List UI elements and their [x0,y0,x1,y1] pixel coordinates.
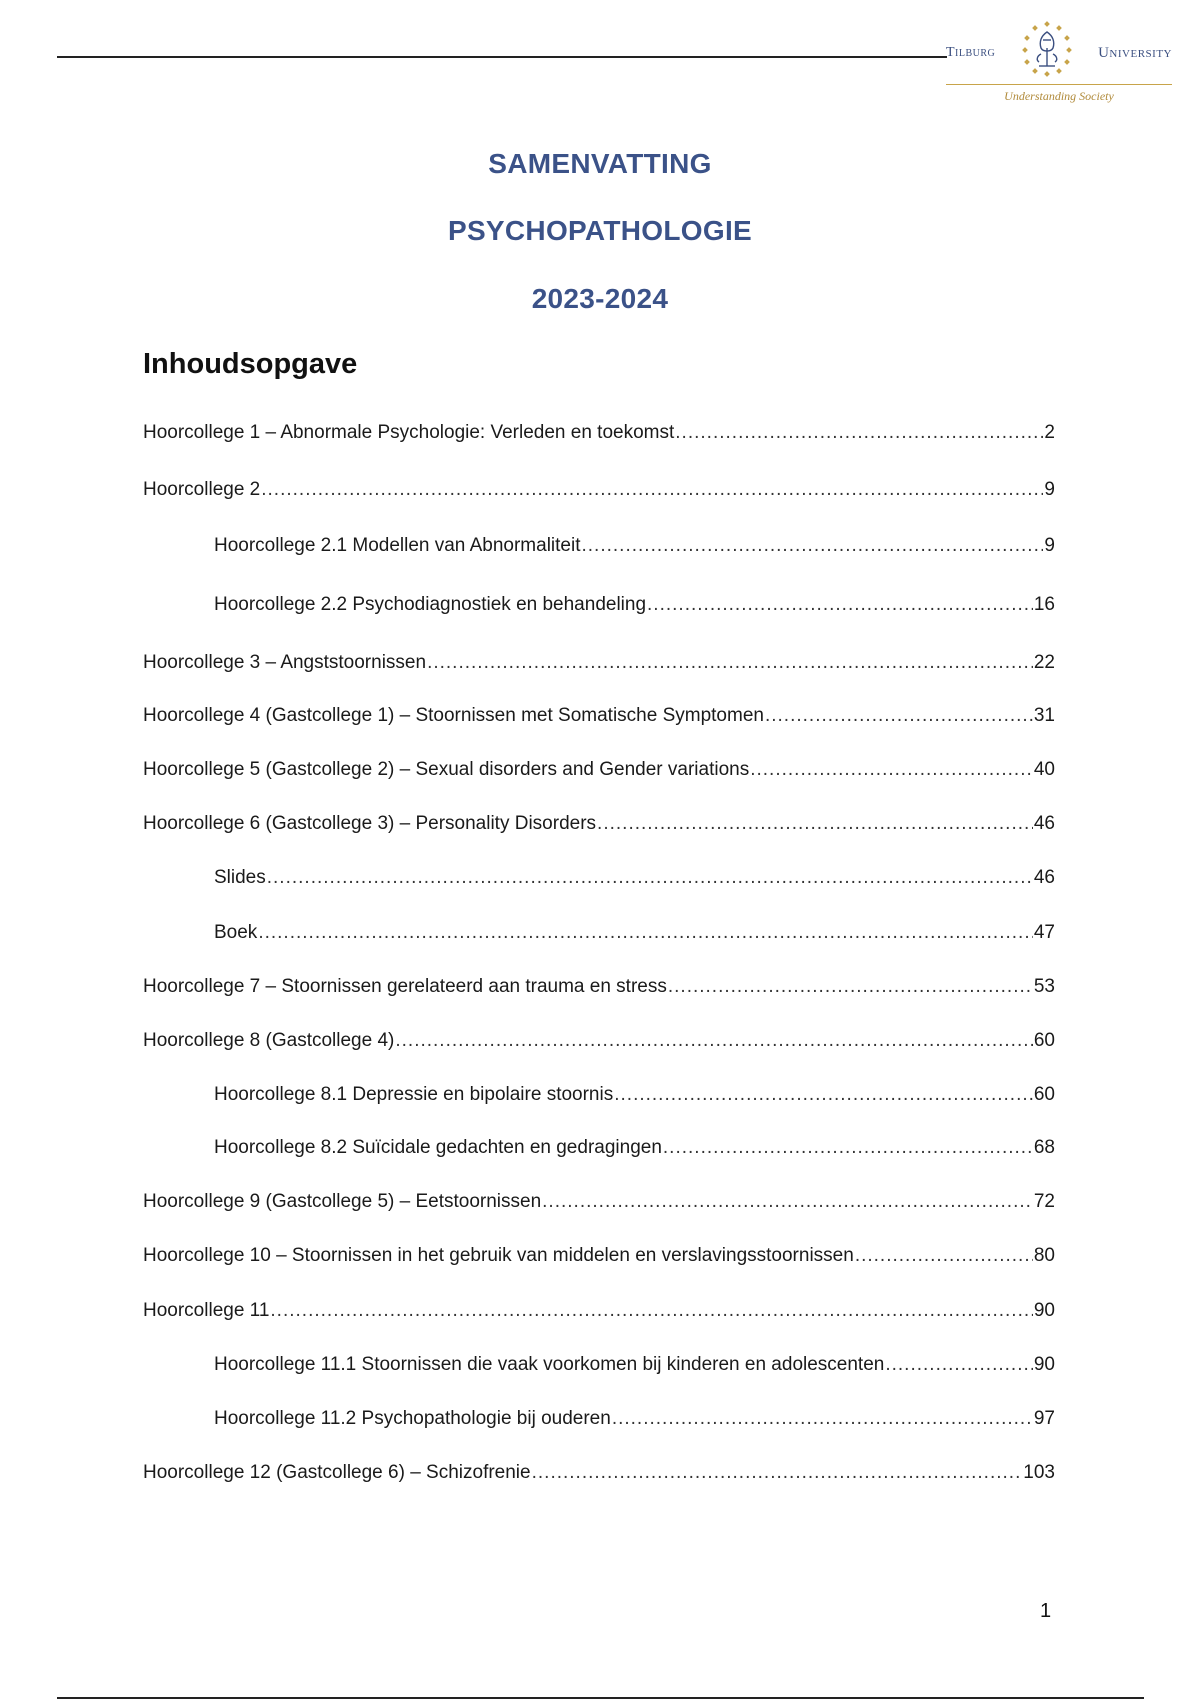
toc-entry-page-number: 80 [1033,1245,1055,1266]
toc-dot-leader [612,1408,1033,1430]
footer-rule [57,1697,1144,1699]
toc-entry-page-number: 97 [1033,1408,1055,1429]
toc-entry[interactable] [143,759,1055,785]
toc-entry-label: Hoorcollege 11.1 Stoornissen die vaak voorkomen bij kinderen en adolescenten [214,1354,885,1375]
logo-divider [946,84,1172,85]
toc-entry[interactable] [143,1462,1055,1488]
toc-entry-label: Hoorcollege 5 (Gastcollege 2) – Sexual disorders and Gender variations [143,759,750,780]
toc-dot-leader [765,705,1033,727]
toc-dot-leader [750,759,1033,781]
toc-entry-page-number: 103 [1023,1462,1055,1483]
toc-dot-leader [267,867,1033,889]
toc-entry[interactable] [214,1408,1055,1434]
toc-dot-leader [395,1030,1033,1052]
toc-entry-label: Boek [214,922,258,943]
toc-entry-page-number: 2 [1044,422,1055,443]
toc-entry-label: Hoorcollege 7 – Stoornissen gerelateerd aan trauma en stress [143,976,667,997]
toc-entry-label: Hoorcollege 6 (Gastcollege 3) – Personality Disorders [143,813,597,834]
toc-entry-page-number: 9 [1044,479,1055,500]
toc-entry-page-number: 31 [1033,705,1055,726]
toc-entry[interactable] [214,535,1055,561]
toc-dot-leader [582,535,1044,557]
toc-dot-leader [532,1462,1023,1484]
toc-entry-page-number: 53 [1033,976,1055,997]
toc-entry-page-number: 9 [1044,535,1055,556]
toc-entry-label: Slides [214,867,266,888]
logo-word-left: Tilburg [946,45,996,60]
toc-entry-label: Hoorcollege 2.1 Modellen van Abnormaliteit [214,535,581,556]
logo-tagline: Understanding Society [1004,89,1114,103]
toc-entry-page-number: 68 [1033,1137,1055,1158]
toc-entry[interactable] [143,813,1055,839]
toc-dot-leader [885,1354,1033,1376]
toc-dot-leader [427,652,1033,674]
university-logo [946,20,1172,110]
toc-entry[interactable] [214,1354,1055,1380]
toc-entry-label: Hoorcollege 10 – Stoornissen in het gebruik van middelen en verslavingsstoornissen [143,1245,854,1266]
toc-dot-leader [647,594,1033,616]
toc-dot-leader [668,976,1033,998]
toc-entry[interactable] [143,976,1055,1002]
toc-entry[interactable] [143,1191,1055,1217]
toc-entry-page-number: 47 [1033,922,1055,943]
document-title-line-1: SAMENVATTING [488,148,712,179]
toc-entry-label: Hoorcollege 12 (Gastcollege 6) – Schizofrenie [143,1462,531,1483]
document-title-line-2: PSYCHOPATHOLOGIE [447,215,752,246]
toc-entry[interactable] [143,1030,1055,1056]
university-emblem-icon [1017,20,1077,78]
page-number: 1 [1040,1600,1052,1622]
toc-dot-leader [261,479,1043,501]
toc-entry-page-number: 72 [1033,1191,1055,1212]
toc-entry-label: Hoorcollege 3 – Angststoornissen [143,652,427,673]
toc-entry[interactable] [143,422,1055,448]
toc-entry-page-number: 22 [1033,652,1055,673]
toc-dot-leader [663,1137,1033,1159]
toc-entry-page-number: 90 [1033,1354,1055,1375]
toc-entry-label: Hoorcollege 8.2 Suïcidale gedachten en gedragingen [214,1137,662,1158]
toc-entry[interactable] [214,867,1055,893]
toc-entry-label: Hoorcollege 2 [143,479,261,500]
logo-wordmark [946,38,1172,68]
logo-word-right: University [1098,44,1172,61]
toc-entry-page-number: 60 [1033,1030,1055,1051]
toc-entry-page-number: 16 [1033,594,1055,615]
toc-entry-page-number: 60 [1033,1084,1055,1105]
toc-entry-label: Hoorcollege 8 (Gastcollege 4) [143,1030,395,1051]
toc-entry-label: Hoorcollege 2.2 Psychodiagnostiek en behandeling [214,594,647,615]
toc-entry-label: Hoorcollege 11 [143,1300,270,1321]
toc-entry-label: Hoorcollege 11.2 Psychopathologie bij ouderen [214,1408,611,1429]
toc-entry[interactable] [143,479,1055,505]
toc-entry-page-number: 90 [1033,1300,1055,1321]
document-title-line-3: 2023-2024 [531,283,669,314]
toc-entry[interactable] [214,1137,1055,1163]
toc-entry-label: Hoorcollege 9 (Gastcollege 5) – Eetstoornissen [143,1191,542,1212]
toc-dot-leader [258,922,1033,944]
toc-dot-leader [855,1245,1033,1267]
toc-entry-page-number: 40 [1033,759,1055,780]
toc-heading: Inhoudsopgave [143,348,358,380]
toc-entry[interactable] [214,1084,1055,1110]
toc-entry-label: Hoorcollege 4 (Gastcollege 1) – Stoornissen met Somatische Symptomen [143,705,764,726]
toc-dot-leader [614,1084,1033,1106]
toc-entry-label: Hoorcollege 1 – Abnormale Psychologie: Verleden en toekomst [143,422,675,443]
toc-entry-page-number: 46 [1033,813,1055,834]
toc-dot-leader [270,1300,1032,1322]
toc-entry-page-number: 46 [1033,867,1055,888]
toc-dot-leader [542,1191,1033,1213]
toc-entry-label: Hoorcollege 8.1 Depressie en bipolaire stoornis [214,1084,614,1105]
toc-entry[interactable] [214,594,1055,620]
toc-entry[interactable] [143,1300,1055,1326]
header-rule [57,56,947,58]
toc-entry[interactable] [143,652,1055,678]
toc-entry[interactable] [143,705,1055,731]
toc-entry[interactable] [214,922,1055,948]
toc-dot-leader [675,422,1043,444]
toc-entry[interactable] [143,1245,1055,1271]
toc-dot-leader [597,813,1033,835]
